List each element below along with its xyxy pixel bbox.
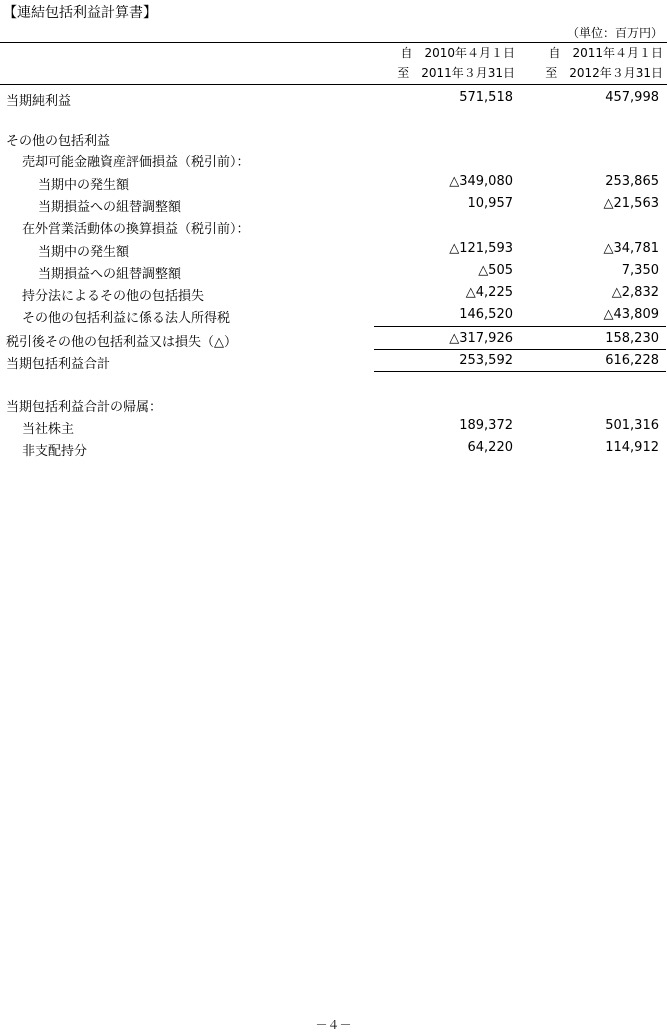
period-to: 至 2012年３月31日 (545, 66, 663, 80)
row-label: 当期包括利益合計の帰属： (6, 400, 163, 415)
value-fy2011: 7,350 (621, 263, 659, 278)
value-fy2011: 501,316 (605, 418, 659, 433)
value-fy2011: △34,781 (603, 241, 659, 256)
table-row (0, 261, 667, 283)
table-row (0, 351, 667, 373)
value-fy2011: △2,832 (611, 285, 659, 300)
value-fy2010: △317,926 (449, 331, 513, 346)
row-label: 税引後その他の包括利益又は損失（△） (6, 335, 237, 350)
value-fy2011: 253,865 (605, 174, 659, 189)
table-row (0, 283, 667, 305)
period-from: 自 2010年４月１日 (400, 46, 515, 60)
value-fy2010: 571,518 (459, 90, 513, 105)
row-label: 当期純利益 (6, 94, 72, 109)
column-header-fy2011 (533, 43, 663, 83)
value-fy2010: △121,593 (449, 241, 513, 256)
value-fy2011: △21,563 (603, 196, 659, 211)
row-label: 非支配持分 (22, 444, 88, 459)
table-row (0, 88, 667, 110)
period-to: 至 2011年３月31日 (397, 66, 515, 80)
page-number: －４－ (315, 1018, 352, 1032)
value-fy2010: 64,220 (467, 440, 513, 455)
row-label: 当期損益への組替調整額 (38, 200, 182, 215)
table-row (0, 416, 667, 438)
value-fy2010: 146,520 (459, 307, 513, 322)
row-label: 当期中の発生額 (38, 245, 130, 260)
value-fy2010: △349,080 (449, 174, 513, 189)
column-header-fy2010 (385, 43, 515, 83)
table-row (0, 438, 667, 460)
table-row (0, 329, 667, 351)
table-row (0, 216, 667, 238)
table-row (0, 149, 667, 171)
statement-title: 【連結包括利益計算書】 (3, 5, 157, 21)
subtotal-rule (374, 349, 666, 350)
header-divider (0, 84, 667, 85)
row-label: その他の包括利益に係る法人所得税 (22, 311, 231, 326)
value-fy2011: △43,809 (603, 307, 659, 322)
row-label: 当期包括利益合計 (6, 357, 111, 372)
table-row (0, 172, 667, 194)
unit-label: （単位：百万円） (566, 26, 663, 40)
value-fy2011: 158,230 (605, 331, 659, 346)
value-fy2010: 253,592 (459, 353, 513, 368)
table-row (0, 128, 667, 150)
subtotal-rule (374, 326, 666, 327)
value-fy2011: 457,998 (605, 90, 659, 105)
value-fy2011: 616,228 (605, 353, 659, 368)
value-fy2010: △4,225 (465, 285, 513, 300)
value-fy2011: 114,912 (605, 440, 659, 455)
row-label: 当期損益への組替調整額 (38, 267, 182, 282)
value-fy2010: 189,372 (459, 418, 513, 433)
table-row (0, 394, 667, 416)
total-rule (374, 371, 666, 372)
row-label: 売却可能金融資産評価損益（税引前）： (22, 155, 250, 170)
value-fy2010: △505 (478, 263, 513, 278)
value-fy2010: 10,957 (467, 196, 513, 211)
period-from: 自 2011年４月１日 (548, 46, 663, 60)
row-label: その他の包括利益 (6, 134, 111, 149)
table-row (0, 305, 667, 327)
row-label: 当期中の発生額 (38, 178, 130, 193)
table-row (0, 194, 667, 216)
row-label: 在外営業活動体の換算損益（税引前）： (22, 222, 250, 237)
row-label: 持分法によるその他の包括損失 (22, 289, 205, 304)
table-row (0, 239, 667, 261)
row-label: 当社株主 (22, 422, 75, 437)
